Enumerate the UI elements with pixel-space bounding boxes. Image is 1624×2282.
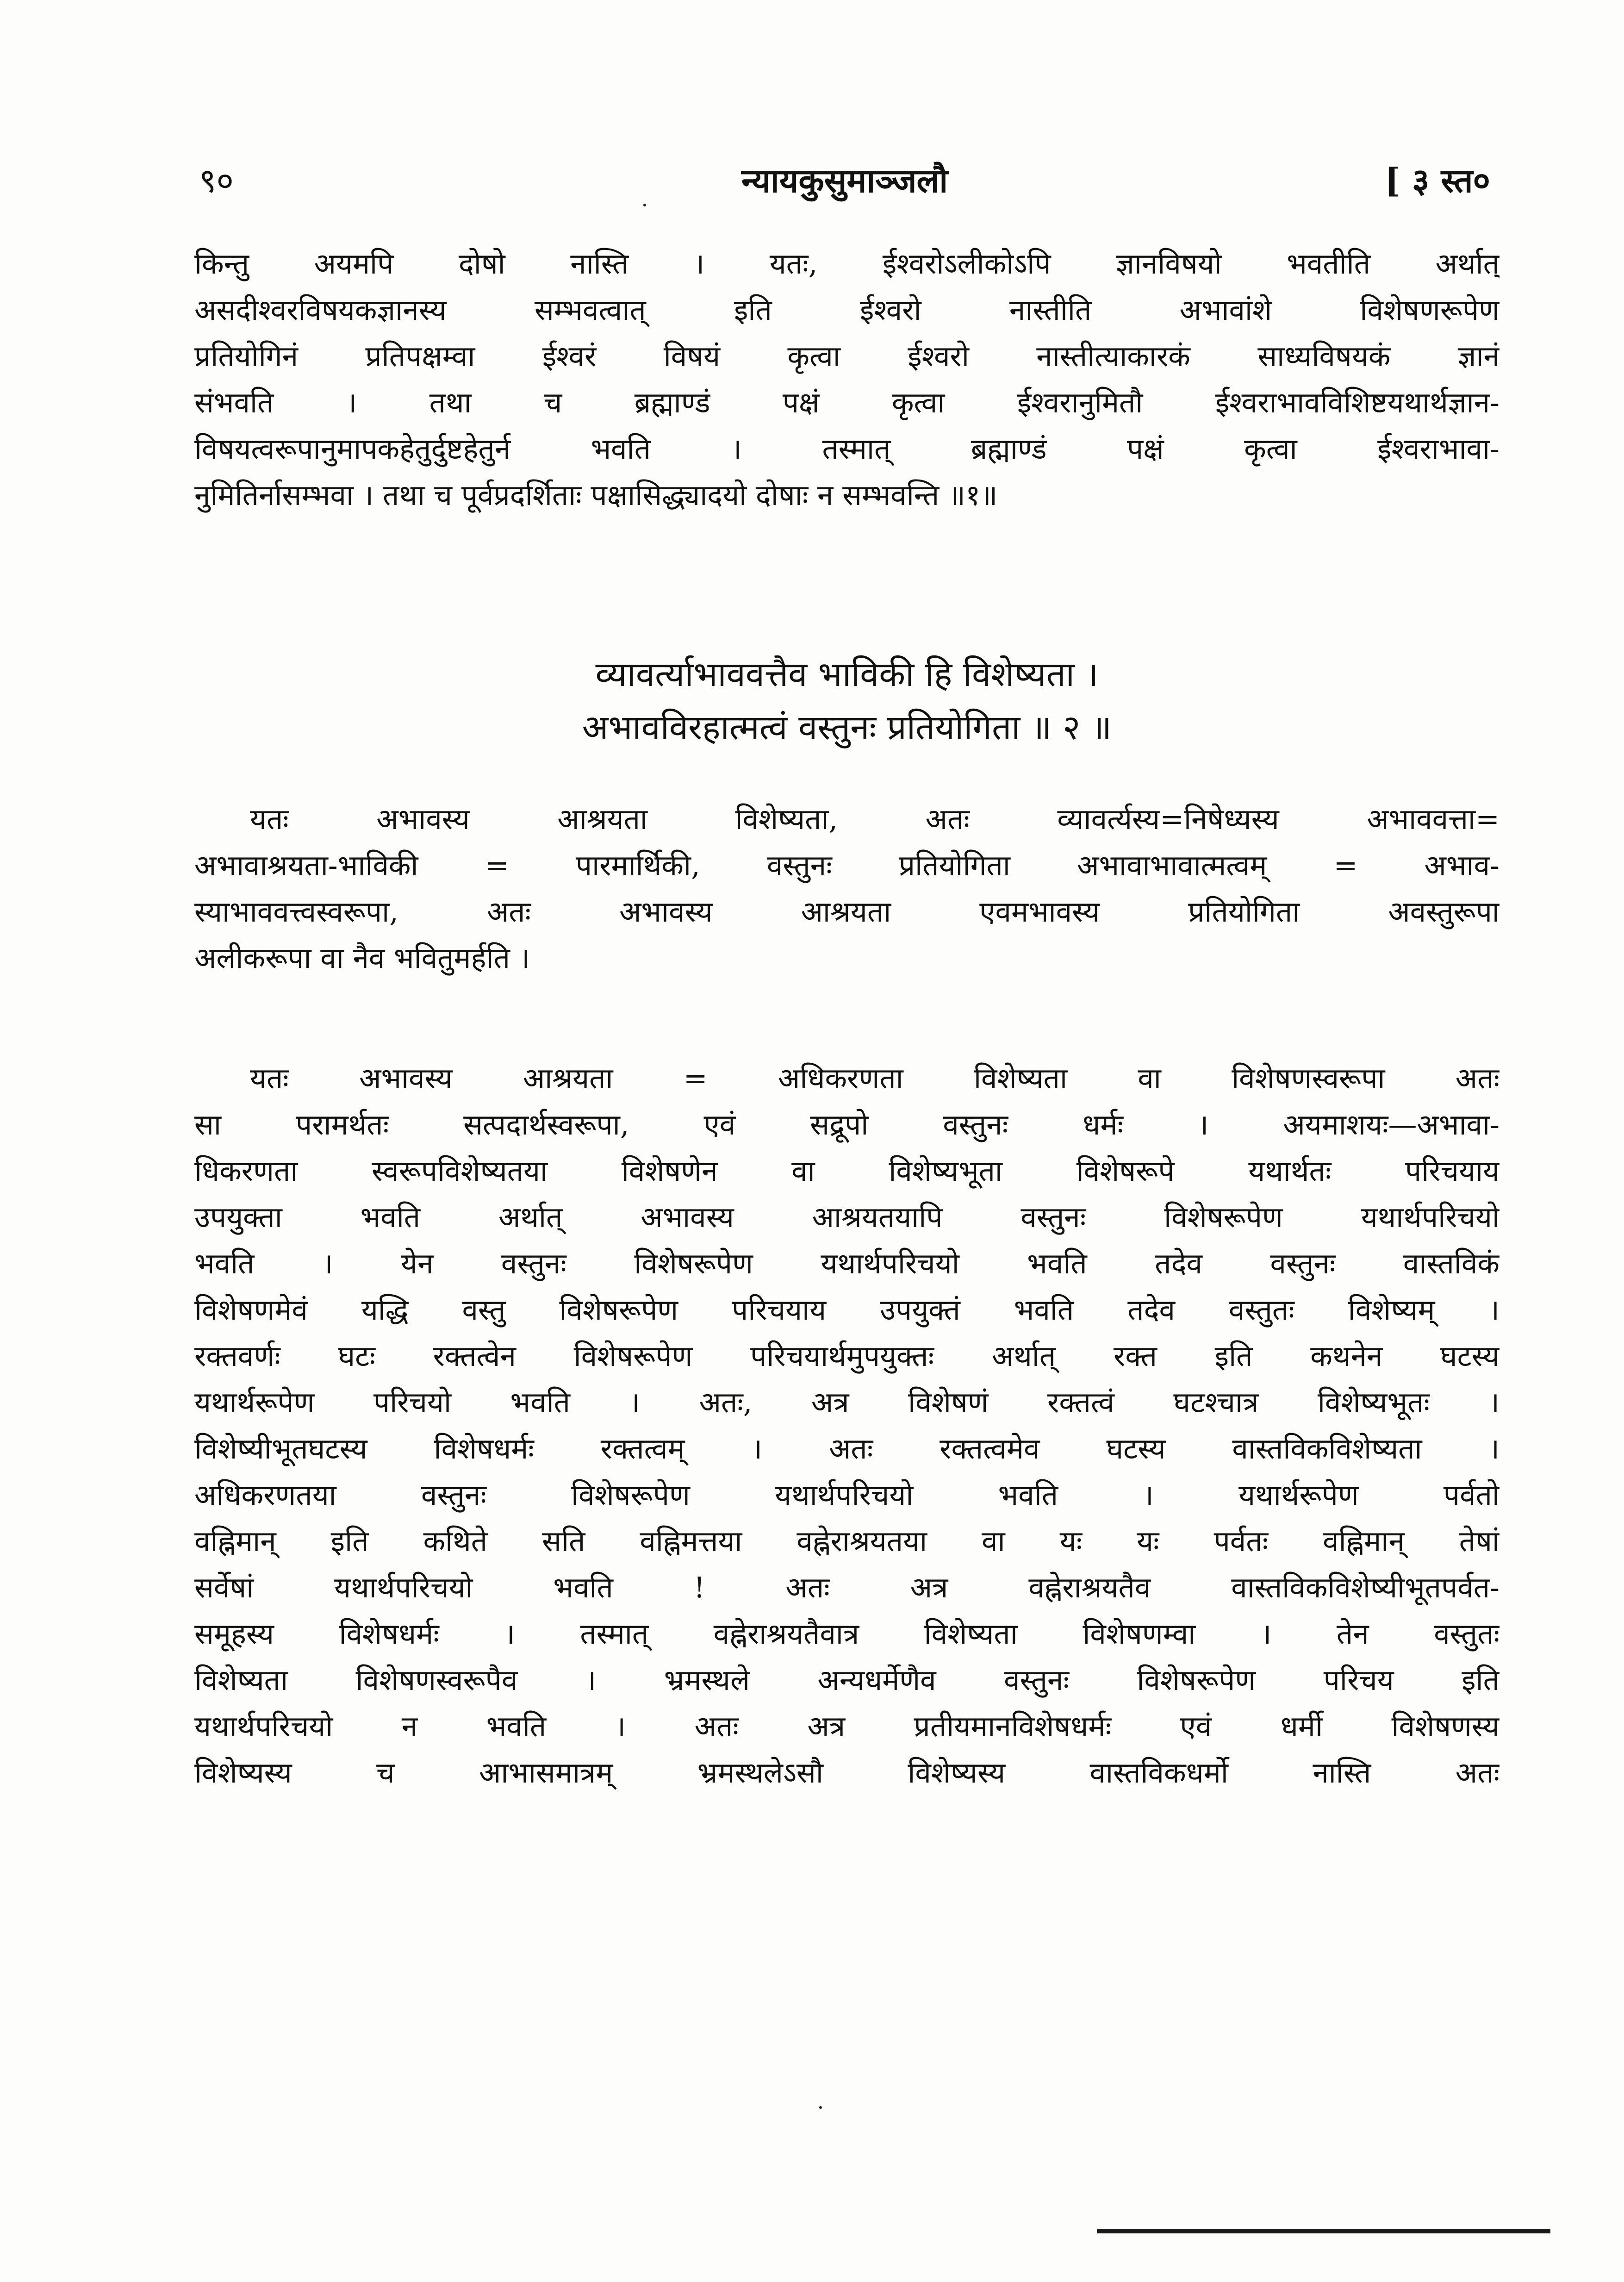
text-line: विशेषणमेवं यद्धि वस्तु विशेषरूपेण परिचयाय उपयुक्तं भवति तदेव वस्तुतः विशेष्यम् । — [194, 1293, 1500, 1327]
page-number: ९० — [199, 161, 234, 200]
commentary-paragraph-2 — [194, 796, 1500, 981]
text-line: सा परामर्थतः सत्पदार्थस्वरूपा, एवं सद्रूपो वस्तुनः धर्मः । अयमाशयः—अभावा- — [194, 1108, 1500, 1141]
text-line: भवति । येन वस्तुनः विशेषरूपेण यथार्थपरिचयो भवति तदेव वस्तुनः वास्तविकं — [194, 1247, 1500, 1280]
text-line: अधिकरणतया वस्तुनः विशेषरूपेण यथार्थपरिचयो भवति । यथार्थरूपेण पर्वतो — [194, 1478, 1500, 1512]
text-line: विषयत्वरूपानुमापकहेतुर्दुष्टहेतुर्न भवति । तस्मात् ब्रह्माण्डं पक्षं कृत्वा ईश्वराभावा- — [194, 432, 1500, 466]
section-marker: [ ३ स्त० — [1384, 161, 1490, 200]
text-line: वह्निमान् इति कथिते सति वह्निमत्तया वह्नेराश्रयतया वा यः यः पर्वतः वह्निमान् तेषां — [194, 1524, 1500, 1558]
page-header — [199, 153, 1490, 208]
verse-line: अभावविरहात्मत्वं वस्तुनः प्रतियोगिता ॥ २ ॥ — [582, 708, 1112, 748]
commentary-paragraph-3 — [194, 1055, 1500, 1796]
text-line: विशेष्यस्य च आभासमात्रम् भ्रमस्थलेऽसौ विशेष्यस्य वास्तविकधर्मो नास्ति अतः — [194, 1756, 1500, 1789]
commentary-paragraph-1 — [194, 241, 1500, 518]
text-line: असदीश्वरविषयकज्ञानस्य सम्भवत्वात् इति ईश्वरो नास्तीति अभावांशे विशेषणरूपेण — [194, 293, 1500, 327]
text-line: यतः अभावस्य आश्रयता = अधिकरणता विशेष्यता वा विशेषणस्वरूपा अतः — [250, 1061, 1500, 1095]
text-line: अलीकरूपा वा नैव भवितुमर्हति । — [194, 941, 530, 975]
text-line: रक्तवर्णः घटः रक्तत्वेन विशेषरूपेण परिचयार्थमुपयुक्तः अर्थात् रक्त इति कथनेन घटस्य — [194, 1339, 1500, 1373]
text-line: उपयुक्ता भवति अर्थात् अभावस्य आश्रयतयापि वस्तुनः विशेषरूपेण यथार्थपरिचयो — [194, 1200, 1500, 1234]
text-line: यथार्थरूपेण परिचयो भवति । अतः, अत्र विशेषणं रक्तत्वं घटश्चात्र विशेष्यभूतः । — [194, 1385, 1500, 1419]
text-line: अभावाश्रयता-भाविकी = पारमार्थिकी, वस्तुनः प्रतियोगिता अभावाभावात्मत्वम् = अभाव- — [194, 848, 1500, 882]
text-line: प्रतियोगिनं प्रतिपक्षम्वा ईश्वरं विषयं कृत्वा ईश्वरो नास्तीत्याकारकं साध्यविषयकं ज्ञानं — [194, 339, 1500, 373]
running-title: न्यायकुसुमाञ्जलौ — [741, 161, 948, 200]
text-line: नुमितिर्नासम्भवा । तथा च पूर्वप्रदर्शिताः पक्षासिद्ध्यादयो दोषाः न सम्भवन्ति ॥१॥ — [194, 478, 998, 512]
scan-speck — [819, 2106, 822, 2109]
text-line: किन्तु अयमपि दोषो नास्ति । यतः, ईश्वरोऽलीकोऽपि ज्ञानविषयो भवतीति अर्थात् — [194, 247, 1500, 281]
bottom-rule-divider — [1097, 2229, 1550, 2233]
scan-speck — [643, 204, 646, 206]
text-line: संभवति । तथा च ब्रह्माण्डं पक्षं कृत्वा ईश्वरानुमितौ ईश्वराभावविशिष्टयथार्थज्ञान- — [194, 386, 1500, 419]
text-line: विशेष्यीभूतघटस्य विशेषधर्मः रक्तत्वम् । अतः रक्तत्वमेव घटस्य वास्तविकविशेष्यता । — [194, 1432, 1500, 1465]
text-line: स्याभाववत्त्वस्वरूपा, अतः अभावस्य आश्रयता एवमभावस्य प्रतियोगिता अवस्तुरूपा — [194, 895, 1500, 929]
verse-line: व्यावर्त्याभाववत्तैव भाविकी हि विशेष्यता । — [595, 655, 1099, 694]
text-line: यतः अभावस्य आश्रयता विशेष्यता, अतः व्यावर्त्यस्य=निषेध्यस्य अभाववत्ता= — [250, 802, 1500, 836]
text-line: यथार्थपरिचयो न भवति । अतः अत्र प्रतीयमानविशेषधर्मः एवं धर्मी विशेषणस्य — [194, 1709, 1500, 1743]
verse-karika — [194, 648, 1500, 754]
text-line: धिकरणता स्वरूपविशेष्यतया विशेषणेन वा विशेष्यभूता विशेषरूपे यथार्थतः परिचयाय — [194, 1154, 1500, 1188]
text-line: विशेष्यता विशेषणस्वरूपैव । भ्रमस्थले अन्यधर्मेणैव वस्तुनः विशेषरूपेण परिचय इति — [194, 1663, 1500, 1697]
text-line: समूहस्य विशेषधर्मः । तस्मात् वह्नेराश्रयतैवात्र विशेष्यता विशेषणम्वा । तेन वस्तुतः — [194, 1617, 1500, 1651]
text-line: सर्वेषां यथार्थपरिचयो भवति ! अतः अत्र वह्नेराश्रयतैव वास्तविकविशेष्यीभूतपर्वत- — [194, 1571, 1500, 1604]
